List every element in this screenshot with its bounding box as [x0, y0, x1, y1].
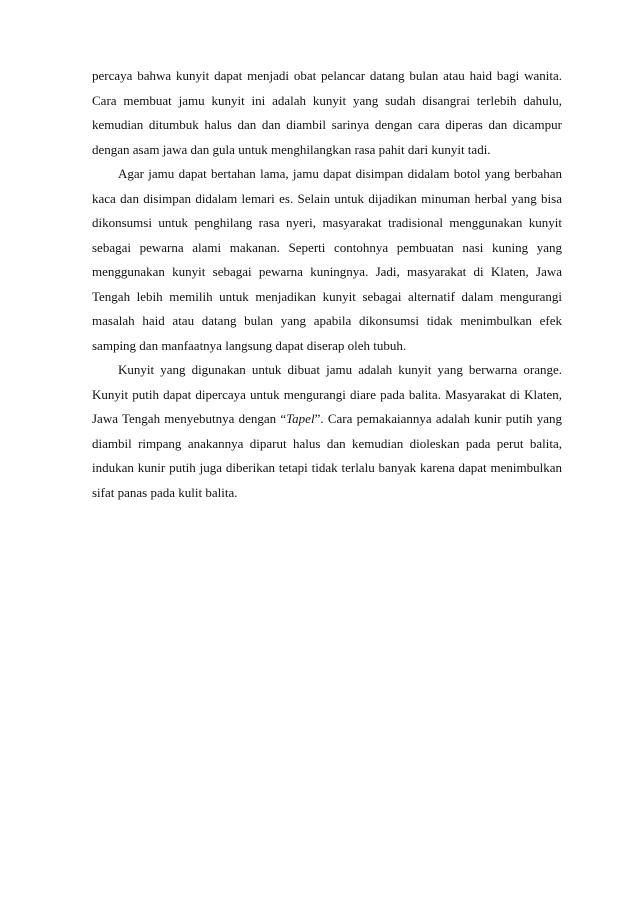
paragraph-3-italic-term: Tapel — [286, 411, 315, 426]
paragraph-1: percaya bahwa kunyit dapat menjadi obat pelancar datang bulan atau haid bagi wanita. Cara membuat jamu kunyit ini adalah kunyit yang sudah disangrai terlebih dahulu, kemudian ditumbuk halus dan dan diambil sarinya dengan cara diperas dan dicampur dengan asam jawa dan gula untuk menghilangkan rasa pahit dari kunyit tadi. — [92, 68, 562, 157]
paragraph-3-text-after: ”. Cara pemakaiannya adalah kunir putih yang diambil rimpang anakannya diparut halus dan kemudian dioleskan pada perut balita, indukan kunir putih juga diberikan tetapi tidak terlalu banyak karena dapat menimbulkan sifat panas pada kulit balita. — [92, 411, 562, 500]
paragraph-3 — [92, 358, 562, 505]
body-text — [92, 64, 562, 505]
paragraph-2: Agar jamu dapat bertahan lama, jamu dapat disimpan didalam botol yang berbahan kaca dan disimpan didalam lemari es. Selain untuk dijadikan minuman herbal yang bisa dikonsumsi untuk penghilang rasa nyeri, masyarakat tradisional menggunakan kunyit sebagai pewarna alami makanan. Seperti contohnya pembuatan nasi kuning yang menggunakan kunyit sebagai pewarna kuningnya. Jadi, masyarakat di Klaten, Jawa Tengah lebih memilih untuk menjadikan kunyit sebagai alternatif dalam mengurangi masalah haid atau datang bulan yang apabila dikonsumsi tidak menimbulkan efek samping dan manfaatnya langsung dapat diserap oleh tubuh. — [92, 166, 562, 353]
paragraph-3-text-before: Kunyit yang digunakan untuk dibuat jamu adalah kunyit yang berwarna orange. Kunyit putih dapat dipercaya untuk mengurangi diare pada balita. Masyarakat di Klaten, Jawa Tengah menyebutnya dengan “ — [92, 362, 562, 426]
